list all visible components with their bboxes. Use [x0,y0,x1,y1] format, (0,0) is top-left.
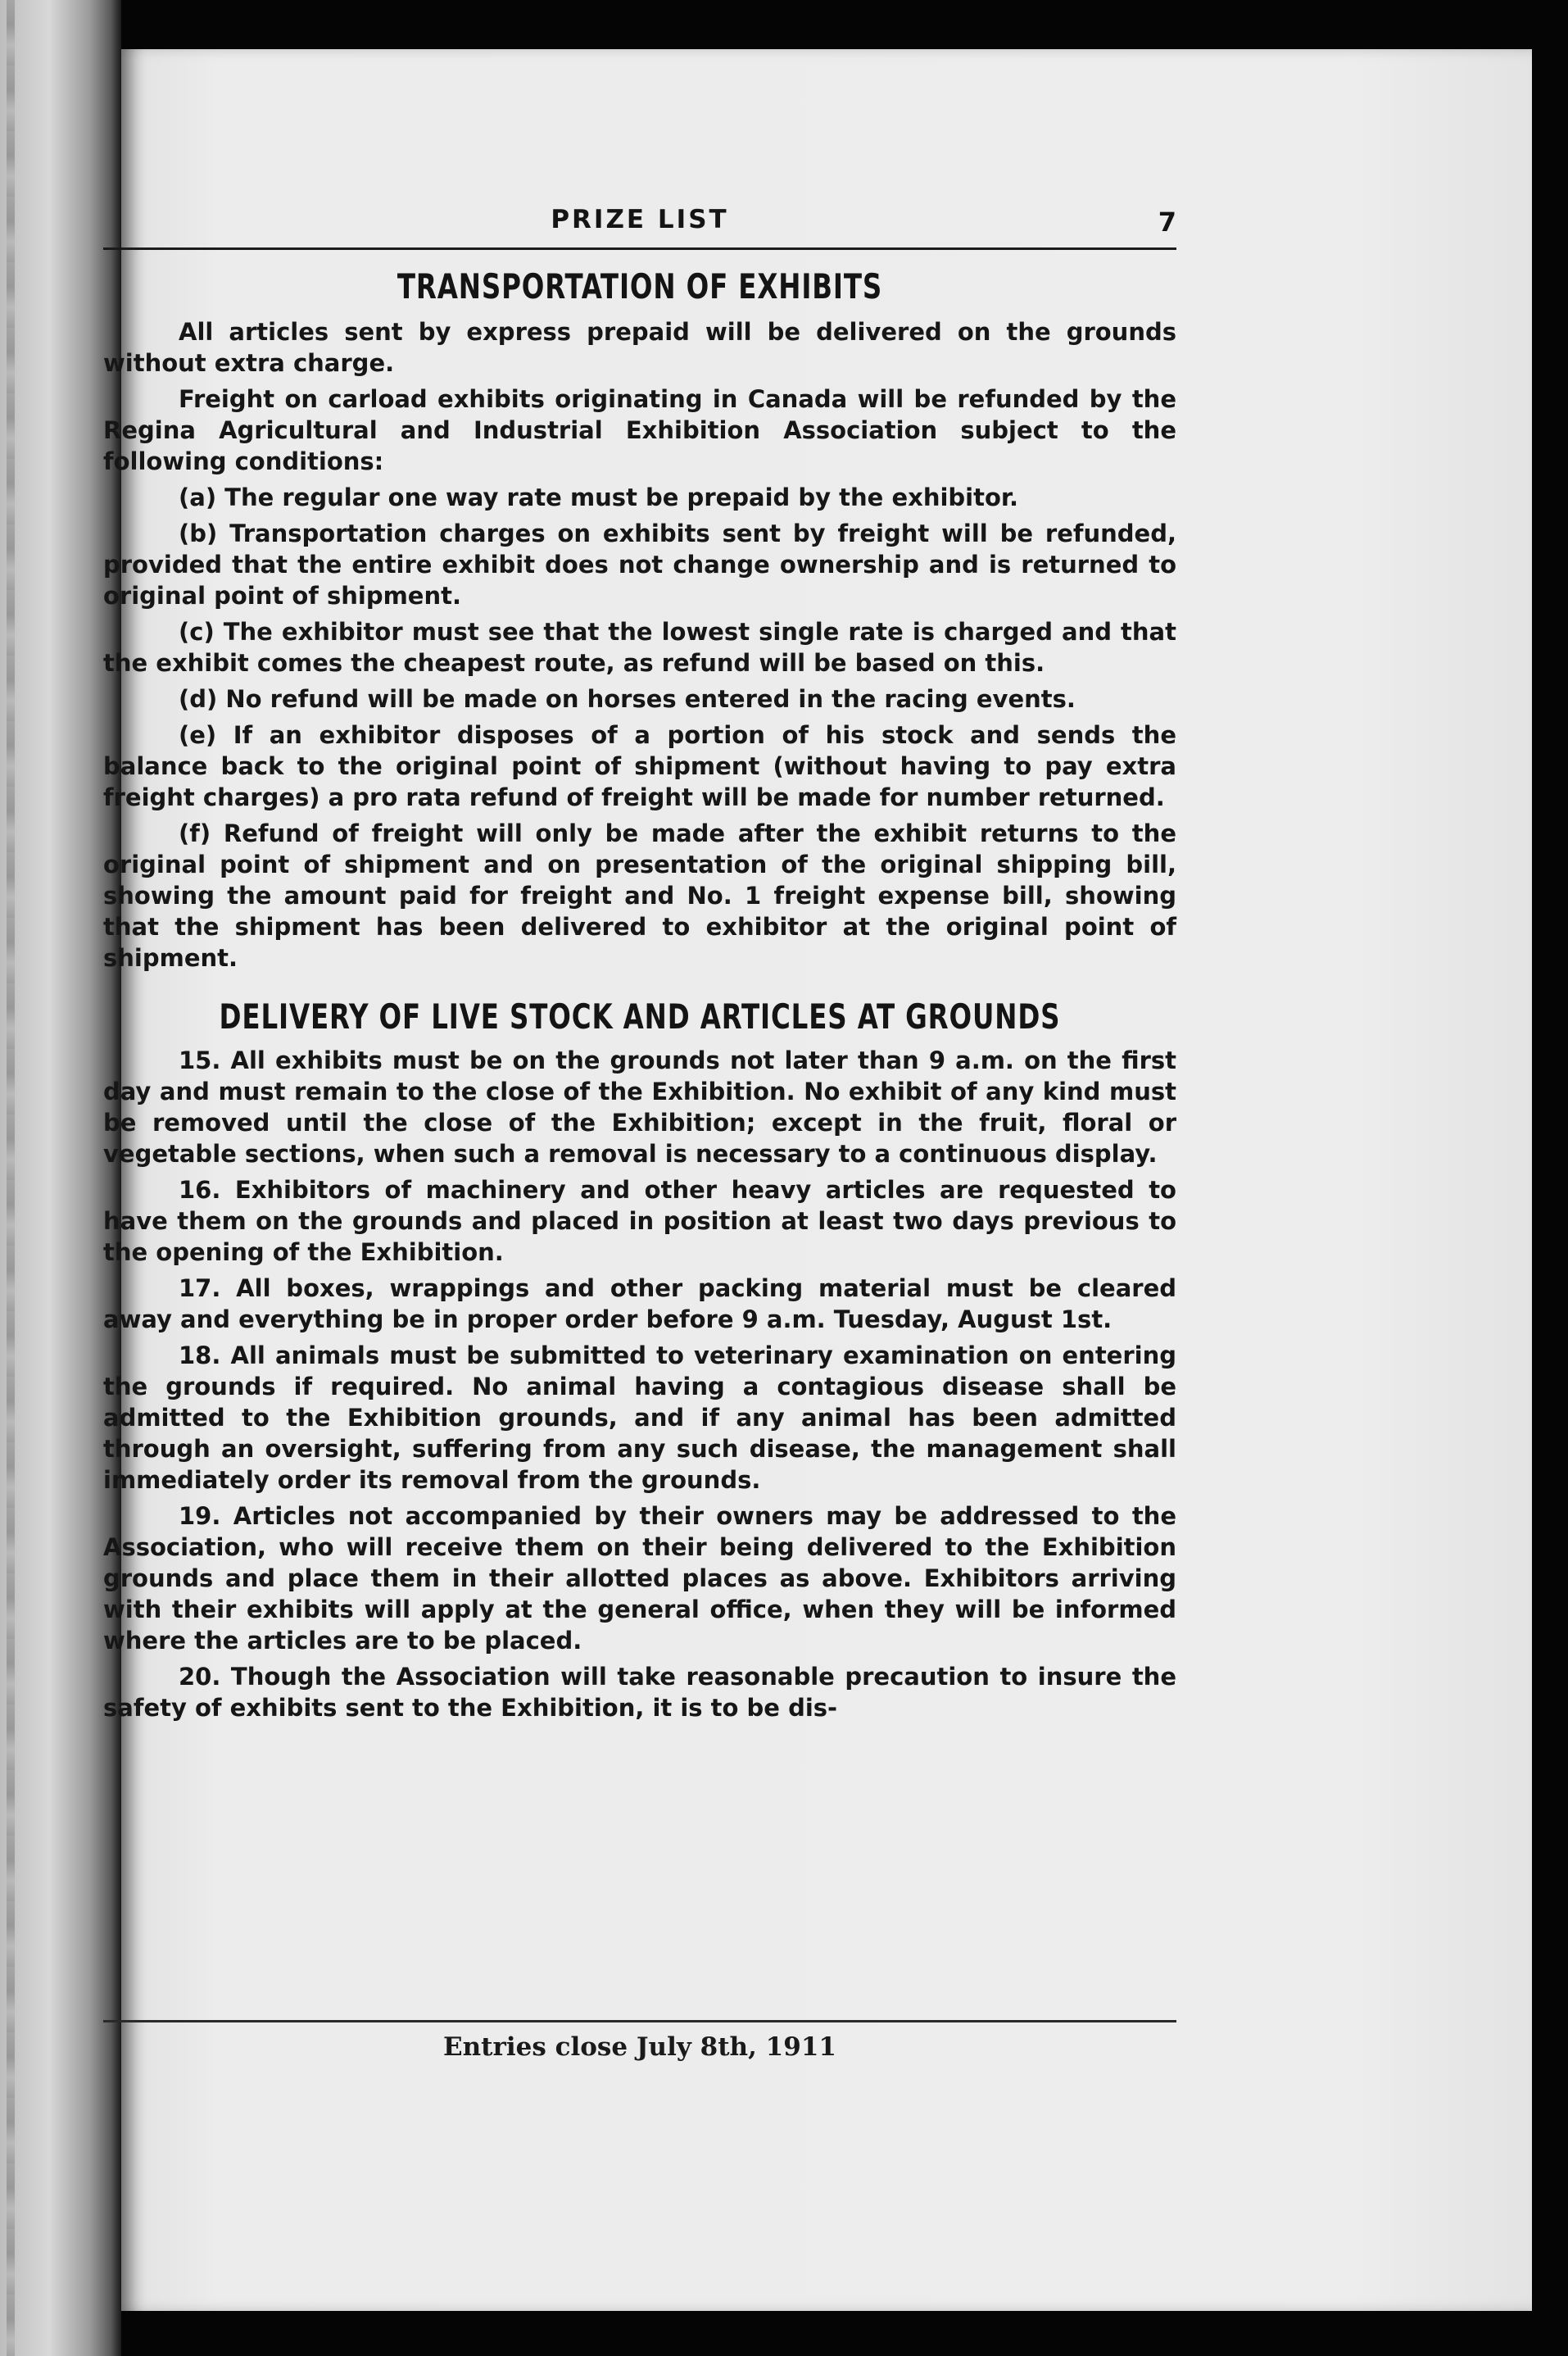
scan-border [1532,0,1568,2356]
condition-d: (d) No refund will be made on horses entered in the racing events. [179,685,1076,713]
rule-20: 20. Though the Association will take reasonable precaution to insure the safety of exhibits sent to the Exhibition, it is to be dis- [103,1663,1176,1722]
paragraph: Freight on carload exhibits originating in Canada will be refunded by the Regina Agricultural and Industrial Exhibition Association subject to the following conditions: [103,385,1176,475]
condition-a: (a) The regular one way rate must be prepaid by the exhibitor. [179,483,1019,511]
rule-17: 17. All boxes, wrappings and other packing material must be cleared away and everything be in proper order before 9 a.m. Tuesday, August 1st. [103,1274,1176,1333]
rule-16: 16. Exhibitors of machinery and other heavy articles are requested to have them on the grounds and placed in position at least two days previous to the opening of the Exhibition. [103,1176,1176,1266]
page-number: 7 [1158,207,1176,238]
rule-19: 19. Articles not accompanied by their owners may be addressed to the Association, who will receive them on their being delivered to the Exhibition grounds and place them in their allotted places as above. Exhibitors arriving with their exhibits will apply at the general office, when they will be informed where the articles are to be placed. [103,1502,1176,1655]
running-head-title: PRIZE LIST [551,205,729,234]
condition-c: (c) The exhibitor must see that the lowest single rate is charged and that the exhibit comes the cheapest route, as refund will be based on this. [103,618,1176,677]
rule-15: 15. All exhibits must be on the grounds not later than 9 a.m. on the first day and must remain to the close of the Exhibition. No exhibit of any kind must be removed until the close of the Exhibition; except in the fruit, floral or vegetable sections, when such a removal is necessary to a continuous display. [103,1046,1176,1168]
section-heading-transportation: TRANSPORTATION OF EXHIBITS [397,266,883,306]
condition-e: (e) If an exhibitor disposes of a portion of his stock and sends the balance back to the original point of shipment (without having to pay extra freight charges) a pro rata refund of freight will be made for number returned. [103,721,1176,811]
running-head [103,205,1176,250]
rule-18: 18. All animals must be submitted to veterinary examination on entering the grounds if required. No animal having a contagious disease shall be admitted to the Exhibition grounds, and if any animal has been admitted through an oversight, suffering from any such disease, the management shall immediately order its removal from the grounds. [103,1341,1176,1494]
page-content [103,205,1176,1728]
section-heading-delivery: DELIVERY OF LIVE STOCK AND ARTICLES AT GROUNDS [219,996,1061,1037]
footer-note: Entries close July 8th, 1911 [443,2032,836,2062]
paragraph: All articles sent by express prepaid will be delivered on the grounds without extra charge. [103,318,1176,377]
condition-f: (f) Refund of freight will only be made after the exhibit returns to the original point of shipment and on presentation of the original shipping bill, showing the amount paid for freight and No. 1 freight expense bill, showing that the shipment has been delivered to exhibitor at the original point of shipment. [103,819,1176,972]
footer-divider [103,2020,1176,2022]
condition-b: (b) Transportation charges on exhibits sent by freight will be refunded, provided that the entire exhibit does not change ownership and is returned to original point of shipment. [103,520,1176,610]
